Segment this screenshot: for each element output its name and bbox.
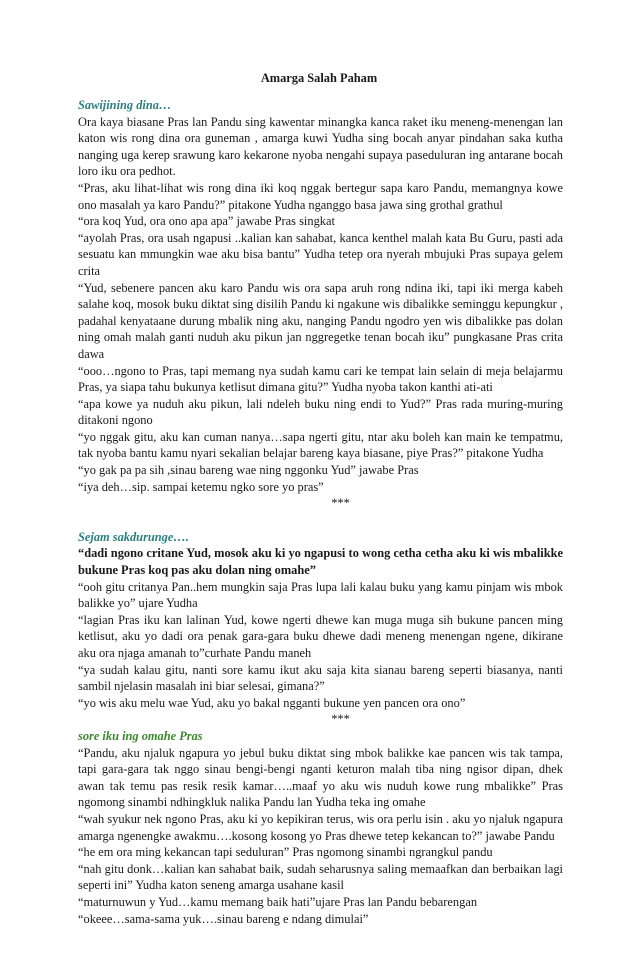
paragraph: “ya sudah kalau gitu, nanti sore kamu ikut aku saja kita sianau bareng seperti biasanya, nanti sambil njelasin masalah ini biar selesai, gimana?”	[78, 662, 563, 694]
paragraph: “ooo…ngono to Pras, tapi memang nya sudah kamu cari ke tempat lain selain di meja belajarmu Pras, ya siapa tahu bukunya ketlisut dimana gitu?” Yudha nyoba takon kanthi ati-ati	[78, 363, 563, 395]
paragraph: “wah syukur nek ngono Pras, aku ki yo kepikiran terus, wis ora perlu isin . aku yo njaluk ngapura amarga ngenengke awakmu….kosong kosong yo Pras dhewe tetep kekancan to?” jawabe Pandu	[78, 811, 563, 843]
spacer	[78, 512, 563, 529]
paragraph: “maturnuwun y Yud…kamu memang baik hati”ujare Pras lan Pandu bebarengan	[78, 894, 478, 909]
section-separator: ***	[331, 496, 350, 511]
paragraph: “yo wis aku melu wae Yud, aku yo bakal ngganti bukune yen pancen ora ono”	[78, 695, 466, 710]
paragraph: “Yud, sebenere pancen aku karo Pandu wis ora sapa aruh rong ndina iki, tapi iki merga kabeh salahe koq, mosok buku diktat sing disilih Pandu ki ngakune wis dibalikke seminggu kepungkur , padahal kenyataane durung mbalik ning aku, nanging Pandu ngodro yen wis dibalikke pas dolan ning omah malah ganti nuduh aku pikun jan nggregetke tenan bocah iku” pungkasane Pras crita dawa	[78, 280, 563, 361]
paragraph: “ayolah Pras, ora usah ngapusi ..kalian kan sahabat, kanca kenthel malah kata Bu Guru, pasti ada sesuatu kan mmungkin wae aku bisa bantu” Yudha tetep ora nyerah mbujuki Pras supaya gelem crita	[78, 230, 563, 278]
section-separator: ***	[331, 712, 350, 727]
paragraph: “apa kowe ya nuduh aku pikun, lali ndeleh buku ning endi to Yud?” Pras rada muring-muring ditakoni ngono	[78, 396, 563, 428]
paragraph: “okeee…sama-sama yuk….sinau bareng e ndang dimulai”	[78, 911, 369, 926]
story-body	[78, 97, 563, 927]
paragraph: “lagian Pras iku kan lalinan Yud, kowe ngerti dhewe kan muga muga sih bukune pancen ming ketlisut, aku yo dadi ora penak gara-gara buku dhewe dadi meneng menengan ngene, dikirane aku ora njaga amanah to”curhate Pandu maneh	[78, 612, 563, 660]
paragraph: “yo gak pa pa sih ,sinau bareng wae ning nggonku Yud” jawabe Pras	[78, 463, 419, 478]
paragraph: “Pras, aku lihat-lihat wis rong dina iki koq nggak bertegur sapa karo Pandu, memangnya kowe ono masalah ya karo Pandu?” pitakone Yudha nganggo basa jawa sing grothal grathul	[78, 180, 563, 212]
section-heading-3: sore iku ing omahe Pras	[78, 728, 203, 743]
paragraph: “yo nggak gitu, aku kan cuman nanya…sapa ngerti gitu, ntar aku boleh kan main ke tempatmu, tak nyoba bantu kamu nyari sekalian belajar bareng kaya biasane, piye Pras?” pitakone Yudha	[78, 429, 563, 461]
paragraph: “Pandu, aku njaluk ngapura yo jebul buku diktat sing mbok balikke kae pancen wis tak tampa, tapi gara-gara tak nggo sinau bengi-bengi nganti keturon malah tiba ning ngisor dipan, dhek awan tak temu pas resik resik kamar…..maaf yo aku wis nuduh kowe rung mbalikke” Pras ngomong sinambi ndhingkluk nalika Pandu lan Yudha teka ing omahe	[78, 745, 563, 810]
section-heading-2: Sejam sakdurunge….	[78, 529, 189, 544]
section-heading-1: Sawijining dina…	[78, 98, 172, 112]
paragraph: “iya deh…sip. sampai ketemu ngko sore yo pras”	[78, 479, 324, 494]
paragraph: “ora koq Yud, ora ono apa apa” jawabe Pras singkat	[78, 214, 335, 229]
document-title: Amarga Salah Paham	[260, 71, 378, 85]
paragraph: “he em ora ming kekancan tapi seduluran” Pras ngomong sinambi ngrangkul pandu	[78, 845, 493, 860]
paragraph: Ora kaya biasane Pras lan Pandu sing kawentar minangka kanca raket iku meneng-menengan lan katon wis rong dina ora guneman , amarga kuwi Yudha sing bocah anyar pindahan saka kutha nanging uga kerep srawung karo kekarone nyoba nengahi supaya paseduluran ing antarane bocah loro iku ora pedhot.	[78, 114, 563, 179]
paragraph: “ooh gitu critanya Pan..hem mungkin saja Pras lupa lali kalau buku yang kamu pinjam wis mbok balikke yo” ujare Yudha	[78, 579, 563, 611]
paragraph: “dadi ngono critane Yud, mosok aku ki yo ngapusi to wong cetha cetha aku ki wis mbalikke bukune Pras koq pas aku dolan ning omahe”	[78, 546, 563, 578]
paragraph: “nah gitu donk…kalian kan sahabat baik, sudah seharusnya saling memaafkan dan berbaikan lagi seperti ini” Yudha katon seneng amarga usahane kasil	[78, 861, 563, 893]
